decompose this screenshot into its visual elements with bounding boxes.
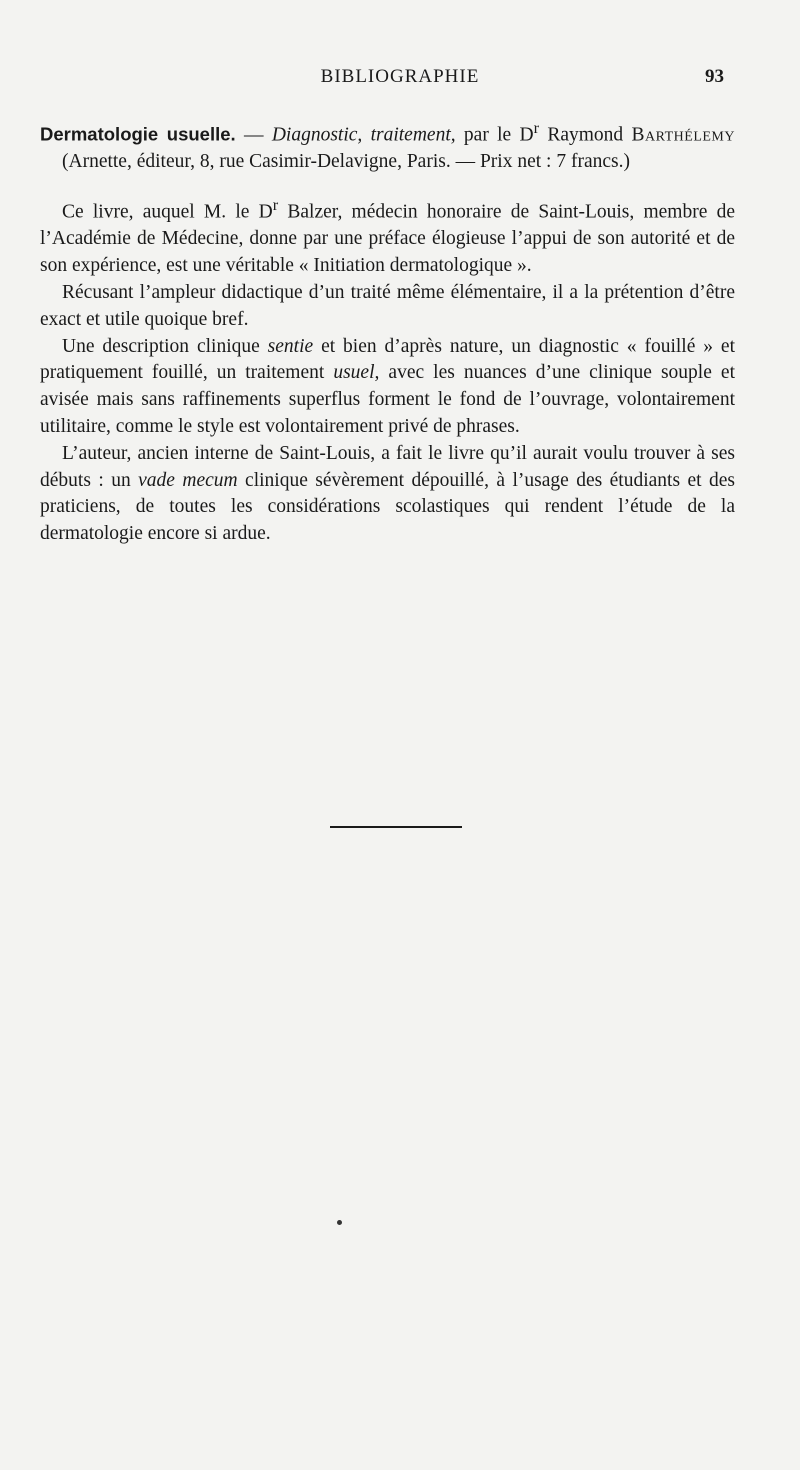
paragraph-1-part-b: Balzer, médecin honoraire de Saint-Louis, membre de l’Académie de Médecine, donne par une préface élogieuse l’appui de son autorité et de son expérience, est une véritable « Initiation dermatologique ». (40, 201, 735, 277)
entry-publisher: (Arnette, éditeur, 8, rue Casimir-Delavigne, Paris. — Prix net : 7 francs.) (62, 151, 630, 173)
page-header (0, 66, 800, 96)
paragraph-3-part-b: et bien d’après nature, un diagnostic « fouillé » et pratiquement fouillé, un traitement (40, 335, 735, 384)
paragraph-1-superscript: r (272, 196, 279, 215)
print-speck (337, 1220, 342, 1225)
entry-title: Dermatologie usuelle. (40, 123, 236, 145)
entry-subtitle: Diagnostic, traitement, (271, 124, 456, 146)
paragraph-3-part-c: avec les nuances d’une clinique souple et avisée mais sans raffinements superflus forment le fond de l’ouvrage, volontairement utilitaire, comme le style est volontairement privé de phrases. (40, 362, 735, 437)
section-divider (330, 826, 462, 828)
paragraph-3-italic-1: sentie (267, 335, 314, 357)
paragraph-4 (40, 441, 735, 548)
running-title: BIBLIOGRAPHIE (320, 66, 480, 87)
bibliography-entry (40, 115, 735, 176)
paragraph-4-part-a: L’auteur, ancien interne de Saint-Louis, a fait le livre qu’il aurait voulu trouver à ses débuts : un (40, 442, 735, 491)
article-body (40, 115, 735, 548)
paragraph-4-part-b: clinique sévèrement dépouillé, à l’usage des étudiants et des praticiens, de toutes les considérations scolastiques qui rendent l’étude de la dermatologie encore si ardue. (40, 469, 735, 545)
entry-author-last: Barthélemy (631, 124, 735, 146)
paragraph-3 (40, 334, 735, 441)
paragraph-3-italic-2: usuel, (333, 362, 380, 384)
paragraph-4-italic: vade mecum (138, 469, 238, 491)
entry-by: par le D (455, 124, 534, 146)
entry-author-first: Raymond (539, 124, 632, 146)
entry-by-superscript: r (533, 119, 540, 137)
page-number: 93 (705, 66, 724, 87)
paragraph-1 (40, 192, 735, 280)
paragraph-3-part-a: Une description clinique (62, 335, 268, 357)
paragraph-1-part-a: Ce livre, auquel M. le D (62, 201, 273, 223)
paragraph-2: Récusant l’ampleur didactique d’un traité même élémentaire, il a la prétention d’être exact et utile quoique bref. (40, 281, 735, 330)
entry-dash: — (235, 124, 272, 146)
